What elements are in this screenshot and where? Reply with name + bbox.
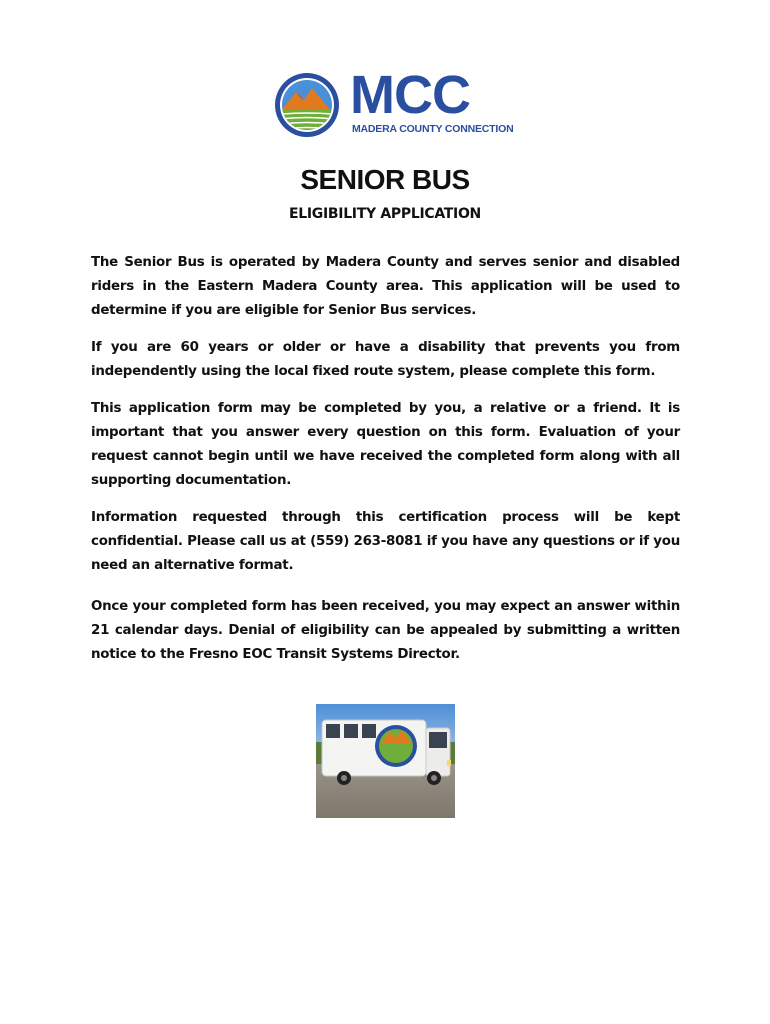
paragraph-confidential: Information requested through this certification process will be kept confidential. Please call us at (559) 263-8081 if you have any questions or if you need an alternative format.	[91, 510, 680, 573]
mcc-logo	[274, 65, 514, 138]
senior-bus-photo	[316, 704, 455, 818]
paragraph-completion: This application form may be completed by you, a relative or a friend. It is important that you answer every question on this form. Evaluation of your request cannot begin until we have received the completed form along with all supporting documentation.	[91, 401, 680, 488]
page-title: SENIOR BUS	[300, 164, 470, 195]
logo-wordmark: MCC	[350, 65, 470, 125]
mcc-emblem-icon	[274, 72, 340, 138]
paragraph-intro: The Senior Bus is operated by Madera County and serves senior and disabled riders in the Eastern Madera County area. This application will be used to determine if you are eligible for Senior Bus services.	[91, 255, 680, 318]
logo-subtitle: MADERA COUNTY CONNECTION	[352, 123, 514, 135]
paragraph-eligibility: If you are 60 years or older or have a disability that prevents you from independently using the local fixed route system, please complete this form.	[91, 340, 680, 379]
paragraph-response: Once your completed form has been received, you may expect an answer within 21 calendar days. Denial of eligibility can be appealed by submitting a written notice to the Fresno EOC Transit Systems Director.	[91, 599, 680, 662]
page-subtitle: ELIGIBILITY APPLICATION	[289, 206, 481, 222]
